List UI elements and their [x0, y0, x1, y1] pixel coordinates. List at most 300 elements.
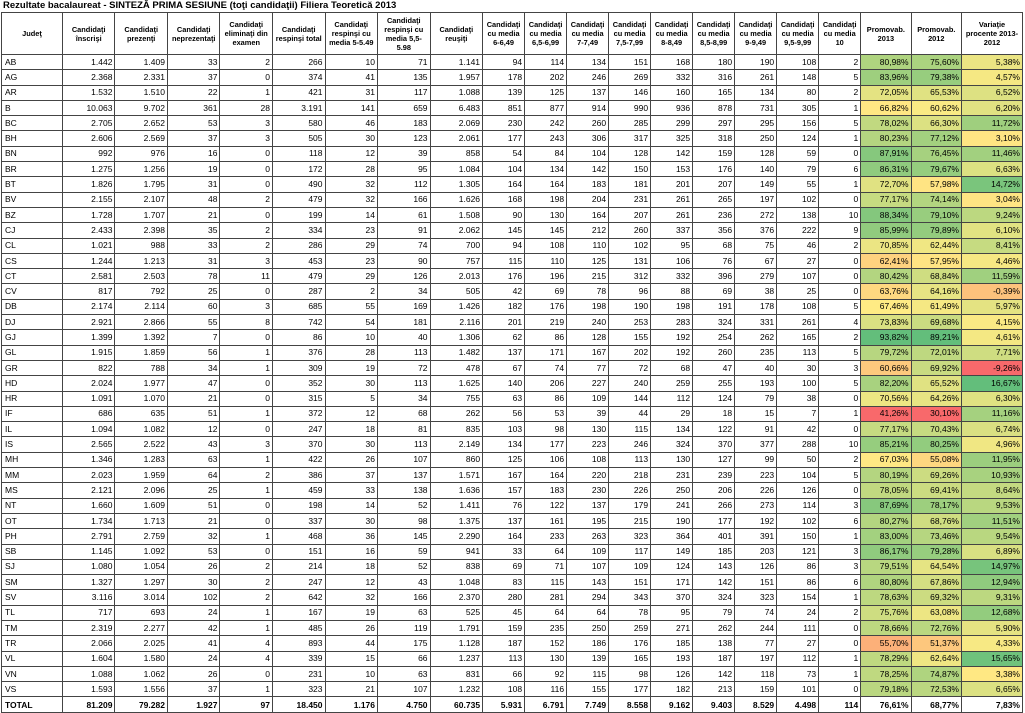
table-cell: 5,97%	[962, 299, 1023, 314]
table-row	[2, 559, 1023, 574]
table-cell: 2.023	[62, 468, 115, 483]
table-cell: 107	[777, 269, 819, 284]
table-cell: 1.826	[62, 177, 115, 192]
table-cell: 138	[693, 636, 735, 651]
table-cell: 1	[819, 177, 861, 192]
table-cell: 59	[378, 544, 431, 559]
county-cell: CL	[2, 238, 63, 253]
table-cell: 936	[651, 100, 693, 115]
table-cell: 197	[735, 192, 777, 207]
table-cell: 19	[325, 605, 378, 620]
table-cell: 78	[609, 605, 651, 620]
table-cell: 2.025	[115, 636, 168, 651]
table-cell: 478	[430, 360, 483, 375]
table-cell: 261	[777, 315, 819, 330]
county-cell: VS	[2, 682, 63, 697]
table-cell: 1.145	[62, 544, 115, 559]
table-cell: 3,38%	[962, 666, 1023, 681]
table-cell: 990	[609, 100, 651, 115]
table-cell: 1.399	[62, 330, 115, 345]
table-cell: 1.707	[115, 207, 168, 222]
table-cell: 37	[325, 468, 378, 483]
table-cell: 78,05%	[861, 483, 911, 498]
table-cell: 6,65%	[962, 682, 1023, 697]
table-cell: 10	[325, 55, 378, 70]
table-cell: 2.581	[62, 269, 115, 284]
table-cell: 25	[167, 284, 220, 299]
table-cell: 988	[115, 238, 168, 253]
table-cell: 79,38%	[911, 70, 961, 85]
table-cell: 67,46%	[861, 299, 911, 314]
table-cell: 131	[609, 253, 651, 268]
county-cell: PH	[2, 529, 63, 544]
table-cell: 1.409	[115, 55, 168, 70]
county-cell: HD	[2, 376, 63, 391]
table-cell: 72,05%	[861, 85, 911, 100]
table-cell: 176	[483, 269, 525, 284]
county-cell: CT	[2, 269, 63, 284]
table-cell: 102	[777, 513, 819, 528]
table-cell: 1.091	[62, 391, 115, 406]
table-cell: 118	[272, 146, 325, 161]
table-cell: 1.141	[430, 55, 483, 70]
table-cell: 19	[325, 360, 378, 375]
table-cell: 43	[167, 437, 220, 452]
table-cell: 262	[430, 406, 483, 421]
table-cell: 33	[483, 544, 525, 559]
table-cell: 2.116	[430, 315, 483, 330]
table-cell: 45	[483, 605, 525, 620]
table-cell: 1.375	[430, 513, 483, 528]
table-cell: 1.048	[430, 575, 483, 590]
table-cell: 55,08%	[911, 452, 961, 467]
table-cell: 73,46%	[911, 529, 961, 544]
table-row	[2, 651, 1023, 666]
table-row	[2, 253, 1023, 268]
table-cell: 70,56%	[861, 391, 911, 406]
table-cell: 35	[167, 223, 220, 238]
table-cell: 324	[693, 590, 735, 605]
table-cell: 67	[735, 253, 777, 268]
table-cell: 186	[567, 636, 609, 651]
table-cell: 3	[220, 253, 273, 268]
table-cell: 44	[325, 636, 378, 651]
table-cell: 11,46%	[962, 146, 1023, 161]
table-cell: 2.565	[62, 437, 115, 452]
table-cell: 104	[777, 468, 819, 483]
table-cell: 4,33%	[962, 636, 1023, 651]
table-cell: 29	[325, 238, 378, 253]
table-cell: 339	[272, 651, 325, 666]
total-label: TOTAL	[2, 697, 63, 713]
table-cell: 1.609	[115, 498, 168, 513]
table-cell: 107	[378, 452, 431, 467]
table-cell: 63,76%	[861, 284, 911, 299]
table-cell: 2.107	[115, 192, 168, 207]
table-cell: 3	[220, 116, 273, 131]
table-cell: 168	[651, 55, 693, 70]
table-cell: 231	[609, 192, 651, 207]
table-cell: 822	[62, 360, 115, 375]
table-cell: 5	[819, 345, 861, 360]
table-cell: 260	[693, 345, 735, 360]
table-cell: 79,51%	[861, 559, 911, 574]
table-cell: 0	[220, 498, 273, 513]
table-cell: 76	[483, 498, 525, 513]
table-cell: 80,27%	[861, 513, 911, 528]
table-row	[2, 529, 1023, 544]
table-cell: 102	[167, 590, 220, 605]
table-cell: 33	[167, 238, 220, 253]
table-cell: 61,49%	[911, 299, 961, 314]
table-cell: 142	[651, 146, 693, 161]
table-cell: 193	[735, 376, 777, 391]
table-cell: 324	[651, 437, 693, 452]
table-cell: 1.510	[115, 85, 168, 100]
table-cell: 53	[167, 544, 220, 559]
table-cell: 140	[483, 376, 525, 391]
table-cell: 1.054	[115, 559, 168, 574]
table-cell: 731	[735, 100, 777, 115]
table-cell: 51	[167, 406, 220, 421]
table-row	[2, 116, 1023, 131]
table-cell: 261	[735, 70, 777, 85]
table-cell: 2.013	[430, 269, 483, 284]
table-cell: 72	[609, 360, 651, 375]
table-cell: 318	[693, 131, 735, 146]
table-cell: 0	[819, 620, 861, 635]
table-cell: 717	[62, 605, 115, 620]
table-cell: 1.571	[430, 468, 483, 483]
table-row	[2, 666, 1023, 681]
table-cell: 138	[378, 483, 431, 498]
table-cell: 80,25%	[911, 437, 961, 452]
table-cell: 6,20%	[962, 100, 1023, 115]
table-cell: 69	[483, 559, 525, 574]
total-row	[2, 697, 1023, 713]
table-cell: 108	[777, 299, 819, 314]
table-cell: 70,43%	[911, 422, 961, 437]
table-cell: 6,52%	[962, 85, 1023, 100]
table-row	[2, 223, 1023, 238]
table-cell: 142	[693, 666, 735, 681]
table-cell: 0	[220, 207, 273, 222]
table-cell: 240	[567, 315, 609, 330]
table-cell: 262	[735, 330, 777, 345]
table-cell: 271	[651, 620, 693, 635]
total-cell: 4.498	[777, 697, 819, 713]
table-cell: 37	[167, 131, 220, 146]
table-cell: 145	[525, 223, 567, 238]
table-cell: 851	[483, 100, 525, 115]
table-cell: 191	[693, 299, 735, 314]
table-cell: 2.277	[115, 620, 168, 635]
county-cell: MH	[2, 452, 63, 467]
table-cell: 80,98%	[861, 55, 911, 70]
table-cell: 71	[378, 55, 431, 70]
table-cell: 1	[819, 100, 861, 115]
county-cell: IL	[2, 422, 63, 437]
total-cell: 5.931	[483, 697, 525, 713]
table-cell: 24	[167, 605, 220, 620]
table-cell: 79,18%	[861, 682, 911, 697]
table-cell: 2.114	[115, 299, 168, 314]
table-cell: 0	[819, 284, 861, 299]
county-cell: CJ	[2, 223, 63, 238]
table-cell: 269	[609, 70, 651, 85]
table-cell: 119	[378, 620, 431, 635]
table-cell: 14	[325, 207, 378, 222]
county-cell: BZ	[2, 207, 63, 222]
table-cell: 128	[609, 146, 651, 161]
table-cell: 69,68%	[911, 315, 961, 330]
table-row	[2, 238, 1023, 253]
table-cell: 3	[819, 544, 861, 559]
table-cell: 6,89%	[962, 544, 1023, 559]
table-cell: 295	[735, 116, 777, 131]
table-row	[2, 177, 1023, 192]
table-cell: 2.331	[115, 70, 168, 85]
table-cell: 98	[378, 513, 431, 528]
table-cell: 80,19%	[861, 468, 911, 483]
table-cell: 52	[378, 498, 431, 513]
table-cell: 137	[567, 85, 609, 100]
table-cell: 142	[693, 575, 735, 590]
table-cell: 109	[567, 544, 609, 559]
table-cell: 16	[167, 146, 220, 161]
table-cell: 198	[567, 299, 609, 314]
table-cell: 233	[525, 529, 567, 544]
table-cell: 2.652	[115, 116, 168, 131]
table-cell: 72	[378, 360, 431, 375]
table-cell: 1.625	[430, 376, 483, 391]
table-cell: 151	[609, 575, 651, 590]
table-cell: 177	[693, 513, 735, 528]
table-cell: 143	[693, 559, 735, 574]
table-cell: 261	[651, 207, 693, 222]
table-row	[2, 376, 1023, 391]
table-cell: 2.606	[62, 131, 115, 146]
table-cell: 323	[272, 682, 325, 697]
table-cell: 167	[272, 605, 325, 620]
table-cell: 169	[378, 299, 431, 314]
table-cell: 1.959	[115, 468, 168, 483]
table-cell: 376	[272, 345, 325, 360]
table-cell: 250	[651, 483, 693, 498]
table-cell: 757	[430, 253, 483, 268]
table-cell: 47	[693, 360, 735, 375]
table-cell: 79,67%	[911, 162, 961, 177]
table-cell: 166	[378, 590, 431, 605]
table-cell: 192	[651, 345, 693, 360]
table-cell: 352	[272, 376, 325, 391]
total-cell: 81.209	[62, 697, 115, 713]
table-cell: 9,31%	[962, 590, 1023, 605]
table-cell: 123	[378, 131, 431, 146]
table-row	[2, 620, 1023, 635]
table-cell: 79,28%	[911, 544, 961, 559]
table-cell: 309	[272, 360, 325, 375]
column-header: Candidaţi cu media 6,5-6,99	[525, 13, 567, 55]
table-cell: 29	[325, 269, 378, 284]
table-cell: 226	[609, 483, 651, 498]
table-cell: 128	[735, 146, 777, 161]
table-cell: 77,17%	[861, 422, 911, 437]
table-cell: 337	[272, 513, 325, 528]
table-row	[2, 575, 1023, 590]
table-cell: 1.213	[115, 253, 168, 268]
table-cell: 0	[819, 636, 861, 651]
table-cell: 31	[167, 253, 220, 268]
table-cell: 37	[167, 70, 220, 85]
table-cell: 306	[567, 131, 609, 146]
table-cell: 11,95%	[962, 452, 1023, 467]
table-cell: 2.062	[430, 223, 483, 238]
table-cell: 60,66%	[861, 360, 911, 375]
table-cell: 92	[525, 666, 567, 681]
table-cell: 2.759	[115, 529, 168, 544]
table-cell: 70,85%	[861, 238, 911, 253]
table-cell: 288	[777, 437, 819, 452]
table-cell: 223	[735, 468, 777, 483]
table-cell: 102	[609, 238, 651, 253]
table-cell: 75,60%	[911, 55, 961, 70]
table-cell: 192	[735, 513, 777, 528]
county-cell: IF	[2, 406, 63, 421]
table-cell: 0	[220, 146, 273, 161]
table-cell: 3.014	[115, 590, 168, 605]
table-cell: 76,45%	[911, 146, 961, 161]
table-cell: 56	[483, 406, 525, 421]
table-cell: 2.066	[62, 636, 115, 651]
table-cell: 1.482	[430, 345, 483, 360]
table-cell: 164	[525, 177, 567, 192]
table-cell: 2.370	[430, 590, 483, 605]
table-cell: 73,83%	[861, 315, 911, 330]
table-cell: 16,67%	[962, 376, 1023, 391]
table-cell: 60,62%	[911, 100, 961, 115]
table-cell: 32	[325, 177, 378, 192]
table-header-row	[2, 13, 1023, 55]
table-cell: 1.244	[62, 253, 115, 268]
table-cell: 99	[735, 452, 777, 467]
table-cell: 236	[693, 207, 735, 222]
table-cell: 0	[819, 269, 861, 284]
table-cell: 42	[483, 284, 525, 299]
table-cell: 10,93%	[962, 468, 1023, 483]
table-cell: 80,80%	[861, 575, 911, 590]
table-cell: 254	[693, 330, 735, 345]
column-header: Candidaţi respinşi cu media 5-5.49	[325, 13, 378, 55]
table-cell: 941	[430, 544, 483, 559]
table-cell: 69,92%	[911, 360, 961, 375]
table-cell: 10.063	[62, 100, 115, 115]
county-cell: BR	[2, 162, 63, 177]
table-cell: 95	[378, 162, 431, 177]
table-cell: 72,01%	[911, 345, 961, 360]
table-cell: 107	[378, 682, 431, 697]
table-cell: 94	[483, 238, 525, 253]
table-cell: 30	[325, 437, 378, 452]
table-cell: 0	[220, 422, 273, 437]
table-cell: 376	[735, 223, 777, 238]
table-cell: 57,95%	[911, 253, 961, 268]
table-cell: 1.062	[115, 666, 168, 681]
table-cell: 135	[378, 70, 431, 85]
table-cell: 421	[272, 85, 325, 100]
table-cell: 11,59%	[962, 269, 1023, 284]
table-cell: 2	[220, 559, 273, 574]
table-row	[2, 360, 1023, 375]
table-cell: -9,26%	[962, 360, 1023, 375]
table-cell: 1.392	[115, 330, 168, 345]
table-cell: 25	[777, 284, 819, 299]
table-cell: 1.327	[62, 575, 115, 590]
table-cell: 82,20%	[861, 376, 911, 391]
table-row	[2, 192, 1023, 207]
total-cell: 79.282	[115, 697, 168, 713]
table-cell: 40	[735, 360, 777, 375]
table-row	[2, 544, 1023, 559]
table-cell: 46	[325, 116, 378, 131]
table-cell: 755	[430, 391, 483, 406]
table-row	[2, 207, 1023, 222]
table-cell: 16	[325, 544, 378, 559]
table-cell: 858	[430, 146, 483, 161]
table-cell: 286	[272, 238, 325, 253]
table-cell: 316	[693, 70, 735, 85]
table-cell: 151	[735, 575, 777, 590]
table-cell: 3	[819, 498, 861, 513]
column-header: Candidaţi cu media 9,5-9,99	[777, 13, 819, 55]
table-cell: 172	[272, 162, 325, 177]
table-cell: 742	[272, 315, 325, 330]
table-cell: 281	[525, 590, 567, 605]
table-cell: 212	[567, 223, 609, 238]
table-cell: 280	[483, 590, 525, 605]
table-cell: 183	[525, 483, 567, 498]
table-cell: 65,52%	[911, 376, 961, 391]
table-cell: 32	[325, 192, 378, 207]
table-cell: 140	[735, 162, 777, 177]
table-cell: 113	[609, 452, 651, 467]
table-cell: 153	[651, 162, 693, 177]
table-cell: 83,00%	[861, 529, 911, 544]
table-cell: 64	[567, 605, 609, 620]
table-cell: 206	[525, 376, 567, 391]
table-cell: 2.368	[62, 70, 115, 85]
table-cell: 115	[525, 575, 567, 590]
table-cell: 137	[567, 498, 609, 513]
table-cell: 79,10%	[911, 207, 961, 222]
table-cell: 3.191	[272, 100, 325, 115]
column-header: Candidaţi înscrişi	[62, 13, 115, 55]
column-header: Candidaţi cu media 7,5-7,99	[609, 13, 651, 55]
table-cell: 78,02%	[861, 116, 911, 131]
table-cell: 1.275	[62, 162, 115, 177]
table-cell: 5	[819, 70, 861, 85]
table-cell: 121	[777, 544, 819, 559]
table-cell: 2.319	[62, 620, 115, 635]
table-cell: 32	[325, 590, 378, 605]
column-header: Candidaţi cu media 8,5-8,99	[693, 13, 735, 55]
table-cell: 91	[735, 422, 777, 437]
table-row	[2, 330, 1023, 345]
table-cell: 198	[651, 299, 693, 314]
table-cell: 86	[777, 559, 819, 574]
table-cell: 190	[609, 299, 651, 314]
table-cell: 246	[609, 437, 651, 452]
